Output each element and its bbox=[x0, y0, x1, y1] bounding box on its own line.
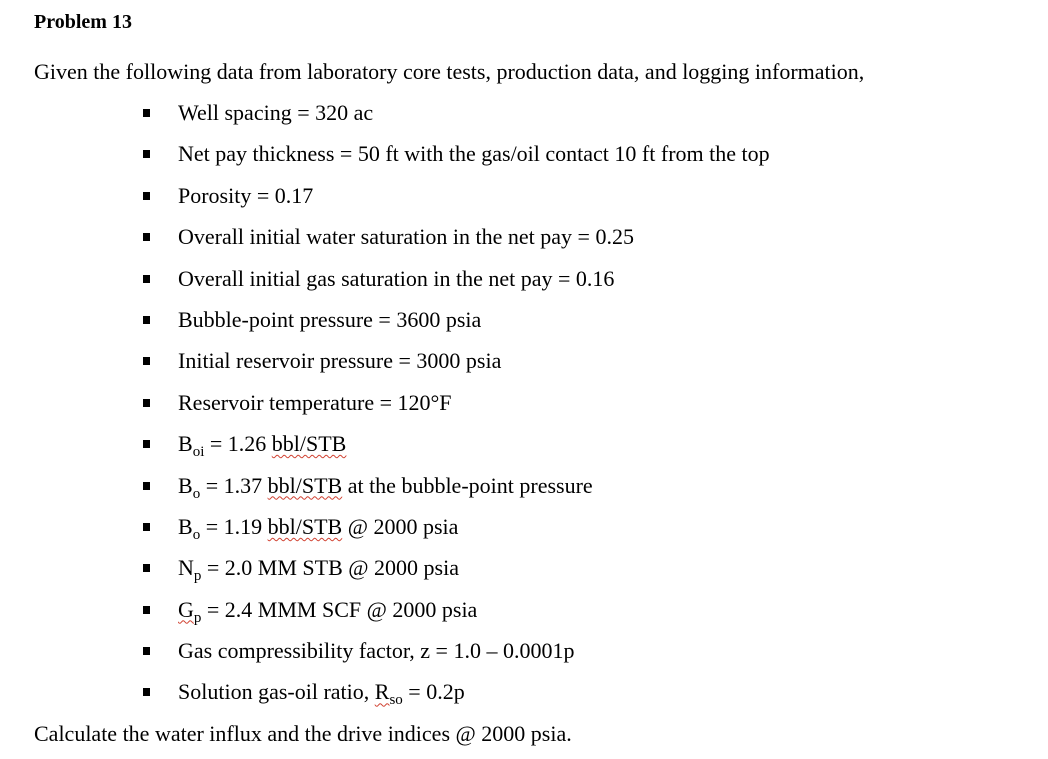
symbol: G bbox=[178, 596, 194, 622]
bullet-icon bbox=[143, 482, 150, 490]
unit: bbl/STB bbox=[267, 472, 343, 498]
subscript: o bbox=[192, 485, 201, 502]
item-text bbox=[178, 595, 477, 628]
suffix: at the bubble-point pressure bbox=[342, 472, 593, 498]
item-text bbox=[178, 553, 459, 586]
item-text: Net pay thickness = 50 ft with the gas/oil contact 10 ft from the top bbox=[178, 141, 770, 167]
bullet-icon bbox=[143, 440, 150, 448]
bullet-icon bbox=[143, 564, 150, 572]
item-text bbox=[178, 512, 458, 545]
item-text bbox=[178, 677, 465, 710]
item-text: Well spacing = 320 ac bbox=[178, 100, 374, 125]
bullet-icon bbox=[143, 357, 150, 365]
item-text: Bubble-point pressure = 3600 psia bbox=[178, 306, 482, 332]
item-text: Gas compressibility factor, z = 1.0 – 0.0001p bbox=[178, 638, 575, 664]
item-text: Overall initial gas saturation in the net pay = 0.16 bbox=[178, 265, 615, 291]
unit: bbl/STB bbox=[271, 431, 347, 457]
problem-title: Problem 13 bbox=[34, 11, 132, 33]
bullet-icon bbox=[143, 647, 150, 655]
value: = 1.19 bbox=[200, 513, 268, 539]
subscript: so bbox=[389, 692, 403, 709]
symbol: B bbox=[178, 513, 193, 539]
symbol-with-subscript bbox=[374, 679, 403, 709]
bullet-icon bbox=[143, 399, 150, 407]
bullet-icon bbox=[143, 316, 150, 324]
symbol: R bbox=[374, 679, 390, 705]
item-text bbox=[178, 429, 346, 462]
subscript: o bbox=[192, 526, 201, 543]
value: = 2.0 MM STB @ 2000 psia bbox=[201, 555, 459, 581]
bullet-icon bbox=[143, 233, 150, 241]
bullet-icon bbox=[143, 192, 150, 200]
item-text: Porosity = 0.17 bbox=[178, 182, 314, 208]
symbol: B bbox=[178, 431, 193, 457]
item-text bbox=[178, 471, 593, 504]
item-text: Reservoir temperature = 120°F bbox=[178, 389, 452, 415]
value: = 2.4 MMM SCF @ 2000 psia bbox=[201, 596, 478, 622]
symbol: N bbox=[178, 555, 194, 581]
bullet-icon bbox=[143, 523, 150, 531]
symbol-with-subscript bbox=[178, 596, 202, 626]
item-text: Overall initial water saturation in the net pay = 0.25 bbox=[178, 224, 634, 250]
value: = 0.2p bbox=[402, 679, 465, 705]
value: = 1.26 bbox=[204, 431, 272, 457]
bullet-icon bbox=[143, 275, 150, 283]
prefix: Solution gas-oil ratio, bbox=[178, 679, 375, 705]
unit: bbl/STB bbox=[267, 513, 343, 539]
suffix: @ 2000 psia bbox=[342, 513, 459, 539]
subscript: p bbox=[193, 568, 202, 585]
bullet-icon bbox=[143, 150, 150, 158]
subscript: oi bbox=[192, 444, 205, 461]
symbol: B bbox=[178, 472, 193, 498]
subscript: p bbox=[193, 609, 202, 626]
bullet-icon bbox=[143, 606, 150, 614]
bullet-icon bbox=[143, 688, 150, 696]
intro-paragraph: Given the following data from laboratory core tests, production data, and logging information, bbox=[34, 59, 865, 84]
bullet-icon bbox=[143, 109, 150, 117]
question-paragraph: Calculate the water influx and the drive indices @ 2000 psia. bbox=[34, 721, 572, 746]
item-text: Initial reservoir pressure = 3000 psia bbox=[178, 348, 502, 374]
value: = 1.37 bbox=[200, 472, 268, 498]
